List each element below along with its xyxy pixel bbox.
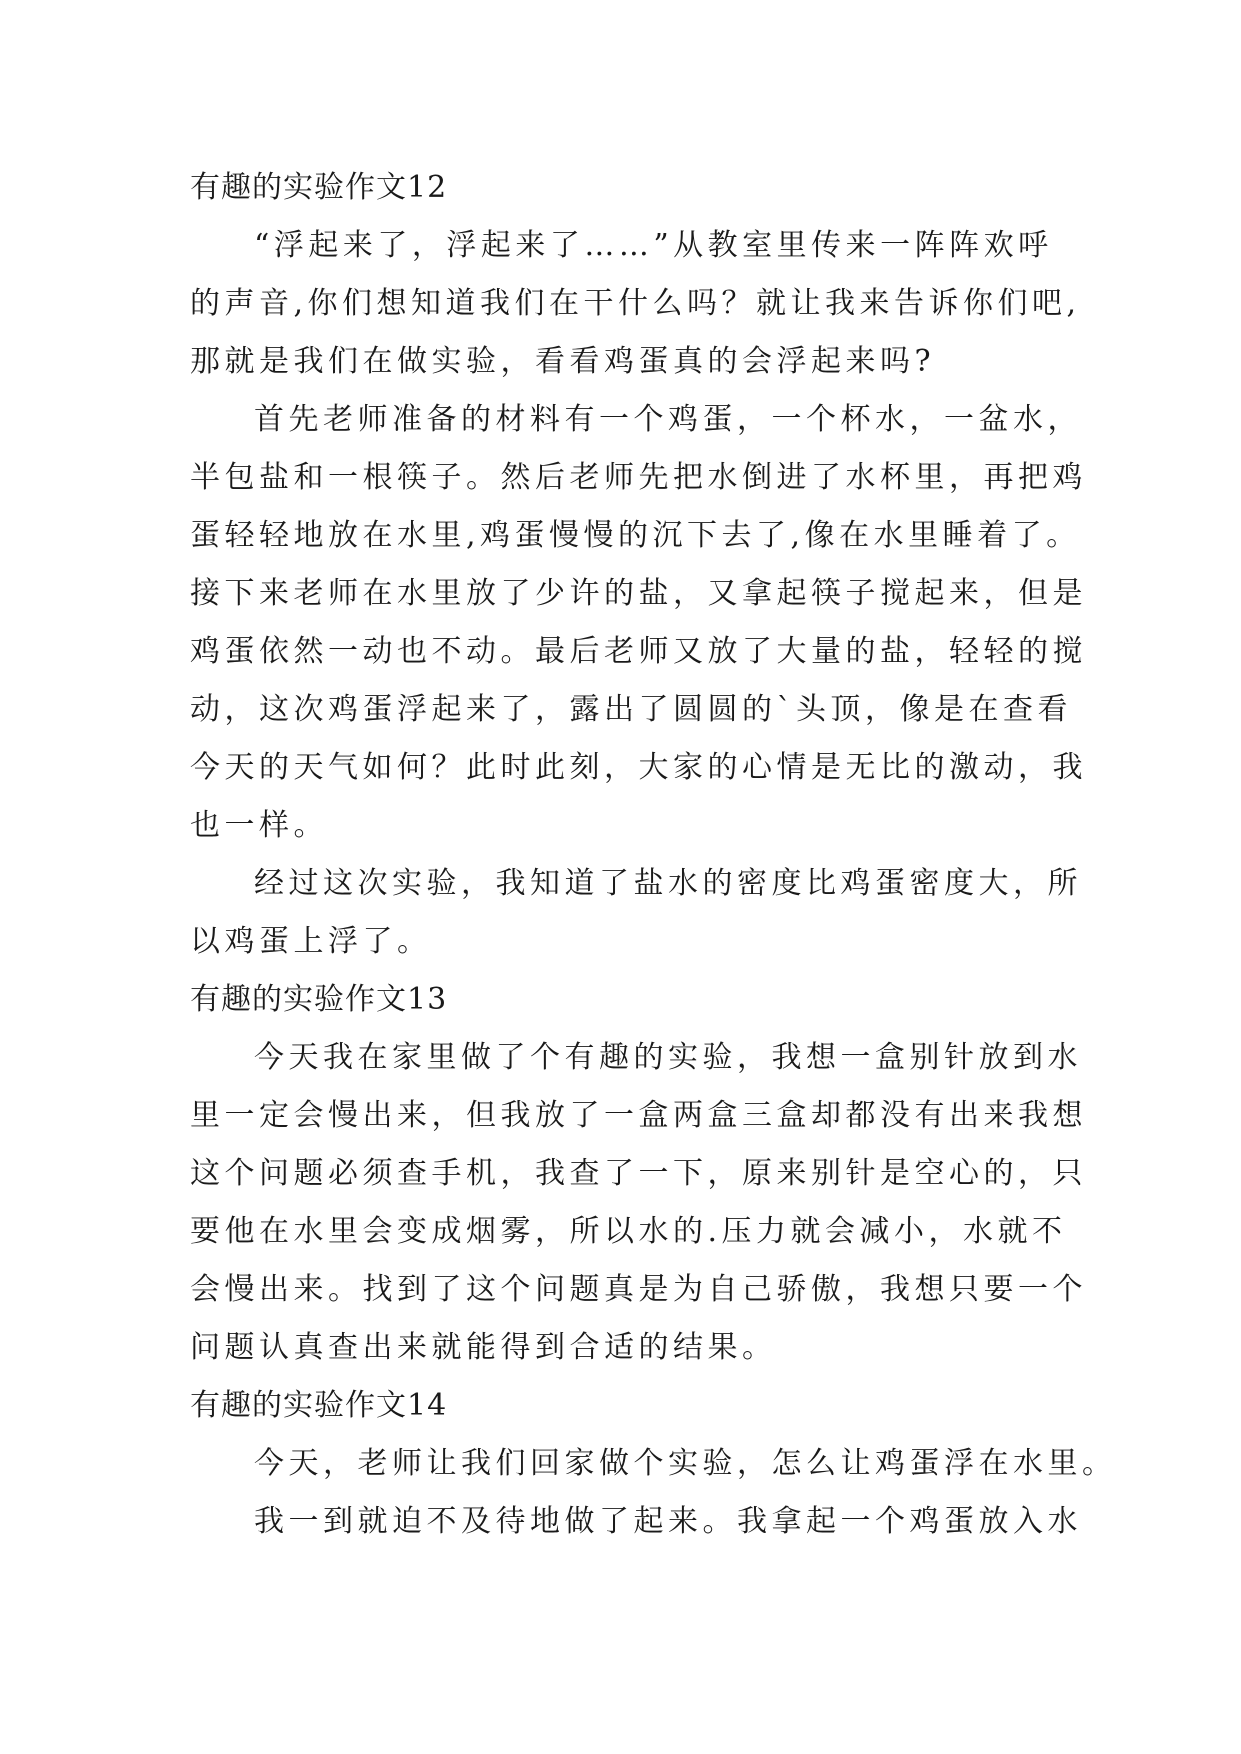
essay-section-13 bbox=[190, 971, 1087, 1377]
text-line: 经过这次实验，我知道了盐水的密度比鸡蛋密度大，所 bbox=[254, 866, 1082, 901]
paragraph bbox=[190, 217, 1081, 391]
essay-section-14 bbox=[190, 1377, 1117, 1551]
text-line: 的声音,你们想知道我们在干什么吗？就让我来告诉你们吧, bbox=[190, 286, 1081, 321]
text-line: 这个问题必须查手机，我查了一下，原来别针是空心的，只 bbox=[190, 1156, 1087, 1191]
text-line: “浮起来了，浮起来了……”从教室里传来一阵阵欢呼 bbox=[254, 228, 1053, 263]
text-line: 会慢出来。找到了这个问题真是为自己骄傲，我想只要一个 bbox=[190, 1272, 1087, 1307]
essay-title: 有趣的实验作文14 bbox=[190, 1388, 448, 1423]
text-line: 里一定会慢出来，但我放了一盒两盒三盒却都没有出来我想 bbox=[190, 1098, 1087, 1133]
essay-section-12 bbox=[190, 159, 1087, 971]
text-line: 我一到就迫不及待地做了起来。我拿起一个鸡蛋放入水 bbox=[254, 1504, 1082, 1539]
text-line: 要他在水里会变成烟雾，所以水的.压力就会减小，水就不 bbox=[190, 1214, 1067, 1249]
text-line: 半包盐和一根筷子。然后老师先把水倒进了水杯里，再把鸡 bbox=[190, 460, 1087, 495]
text-line: 今天的天气如何？此时此刻，大家的心情是无比的激动，我 bbox=[190, 750, 1087, 785]
text-line: 问题认真查出来就能得到合适的结果。 bbox=[190, 1330, 777, 1365]
essay-title: 有趣的实验作文12 bbox=[190, 170, 448, 205]
essay-title: 有趣的实验作文13 bbox=[190, 982, 448, 1017]
text-line: 动，这次鸡蛋浮起来了，露出了圆圆的`头顶，像是在查看 bbox=[190, 692, 1072, 727]
paragraph bbox=[190, 391, 1087, 855]
paragraph bbox=[190, 1029, 1087, 1377]
paragraph bbox=[190, 1493, 1082, 1551]
text-line: 鸡蛋依然一动也不动。最后老师又放了大量的盐，轻轻的搅 bbox=[190, 634, 1087, 669]
paragraph bbox=[190, 1435, 1117, 1493]
text-line: 蛋轻轻地放在水里,鸡蛋慢慢的沉下去了,像在水里睡着了。 bbox=[190, 518, 1081, 553]
text-line: 那就是我们在做实验，看看鸡蛋真的会浮起来吗? bbox=[190, 344, 936, 379]
text-line: 也一样。 bbox=[190, 808, 328, 843]
text-line: 以鸡蛋上浮了。 bbox=[190, 924, 432, 959]
text-line: 接下来老师在水里放了少许的盐，又拿起筷子搅起来，但是 bbox=[190, 576, 1087, 611]
text-line: 首先老师准备的材料有一个鸡蛋，一个杯水，一盆水， bbox=[254, 402, 1082, 437]
text-line: 今天我在家里做了个有趣的实验，我想一盒别针放到水 bbox=[254, 1040, 1082, 1075]
paragraph bbox=[190, 855, 1082, 971]
text-line: 今天，老师让我们回家做个实验，怎么让鸡蛋浮在水里。 bbox=[254, 1446, 1117, 1481]
document-body bbox=[190, 159, 1117, 1551]
